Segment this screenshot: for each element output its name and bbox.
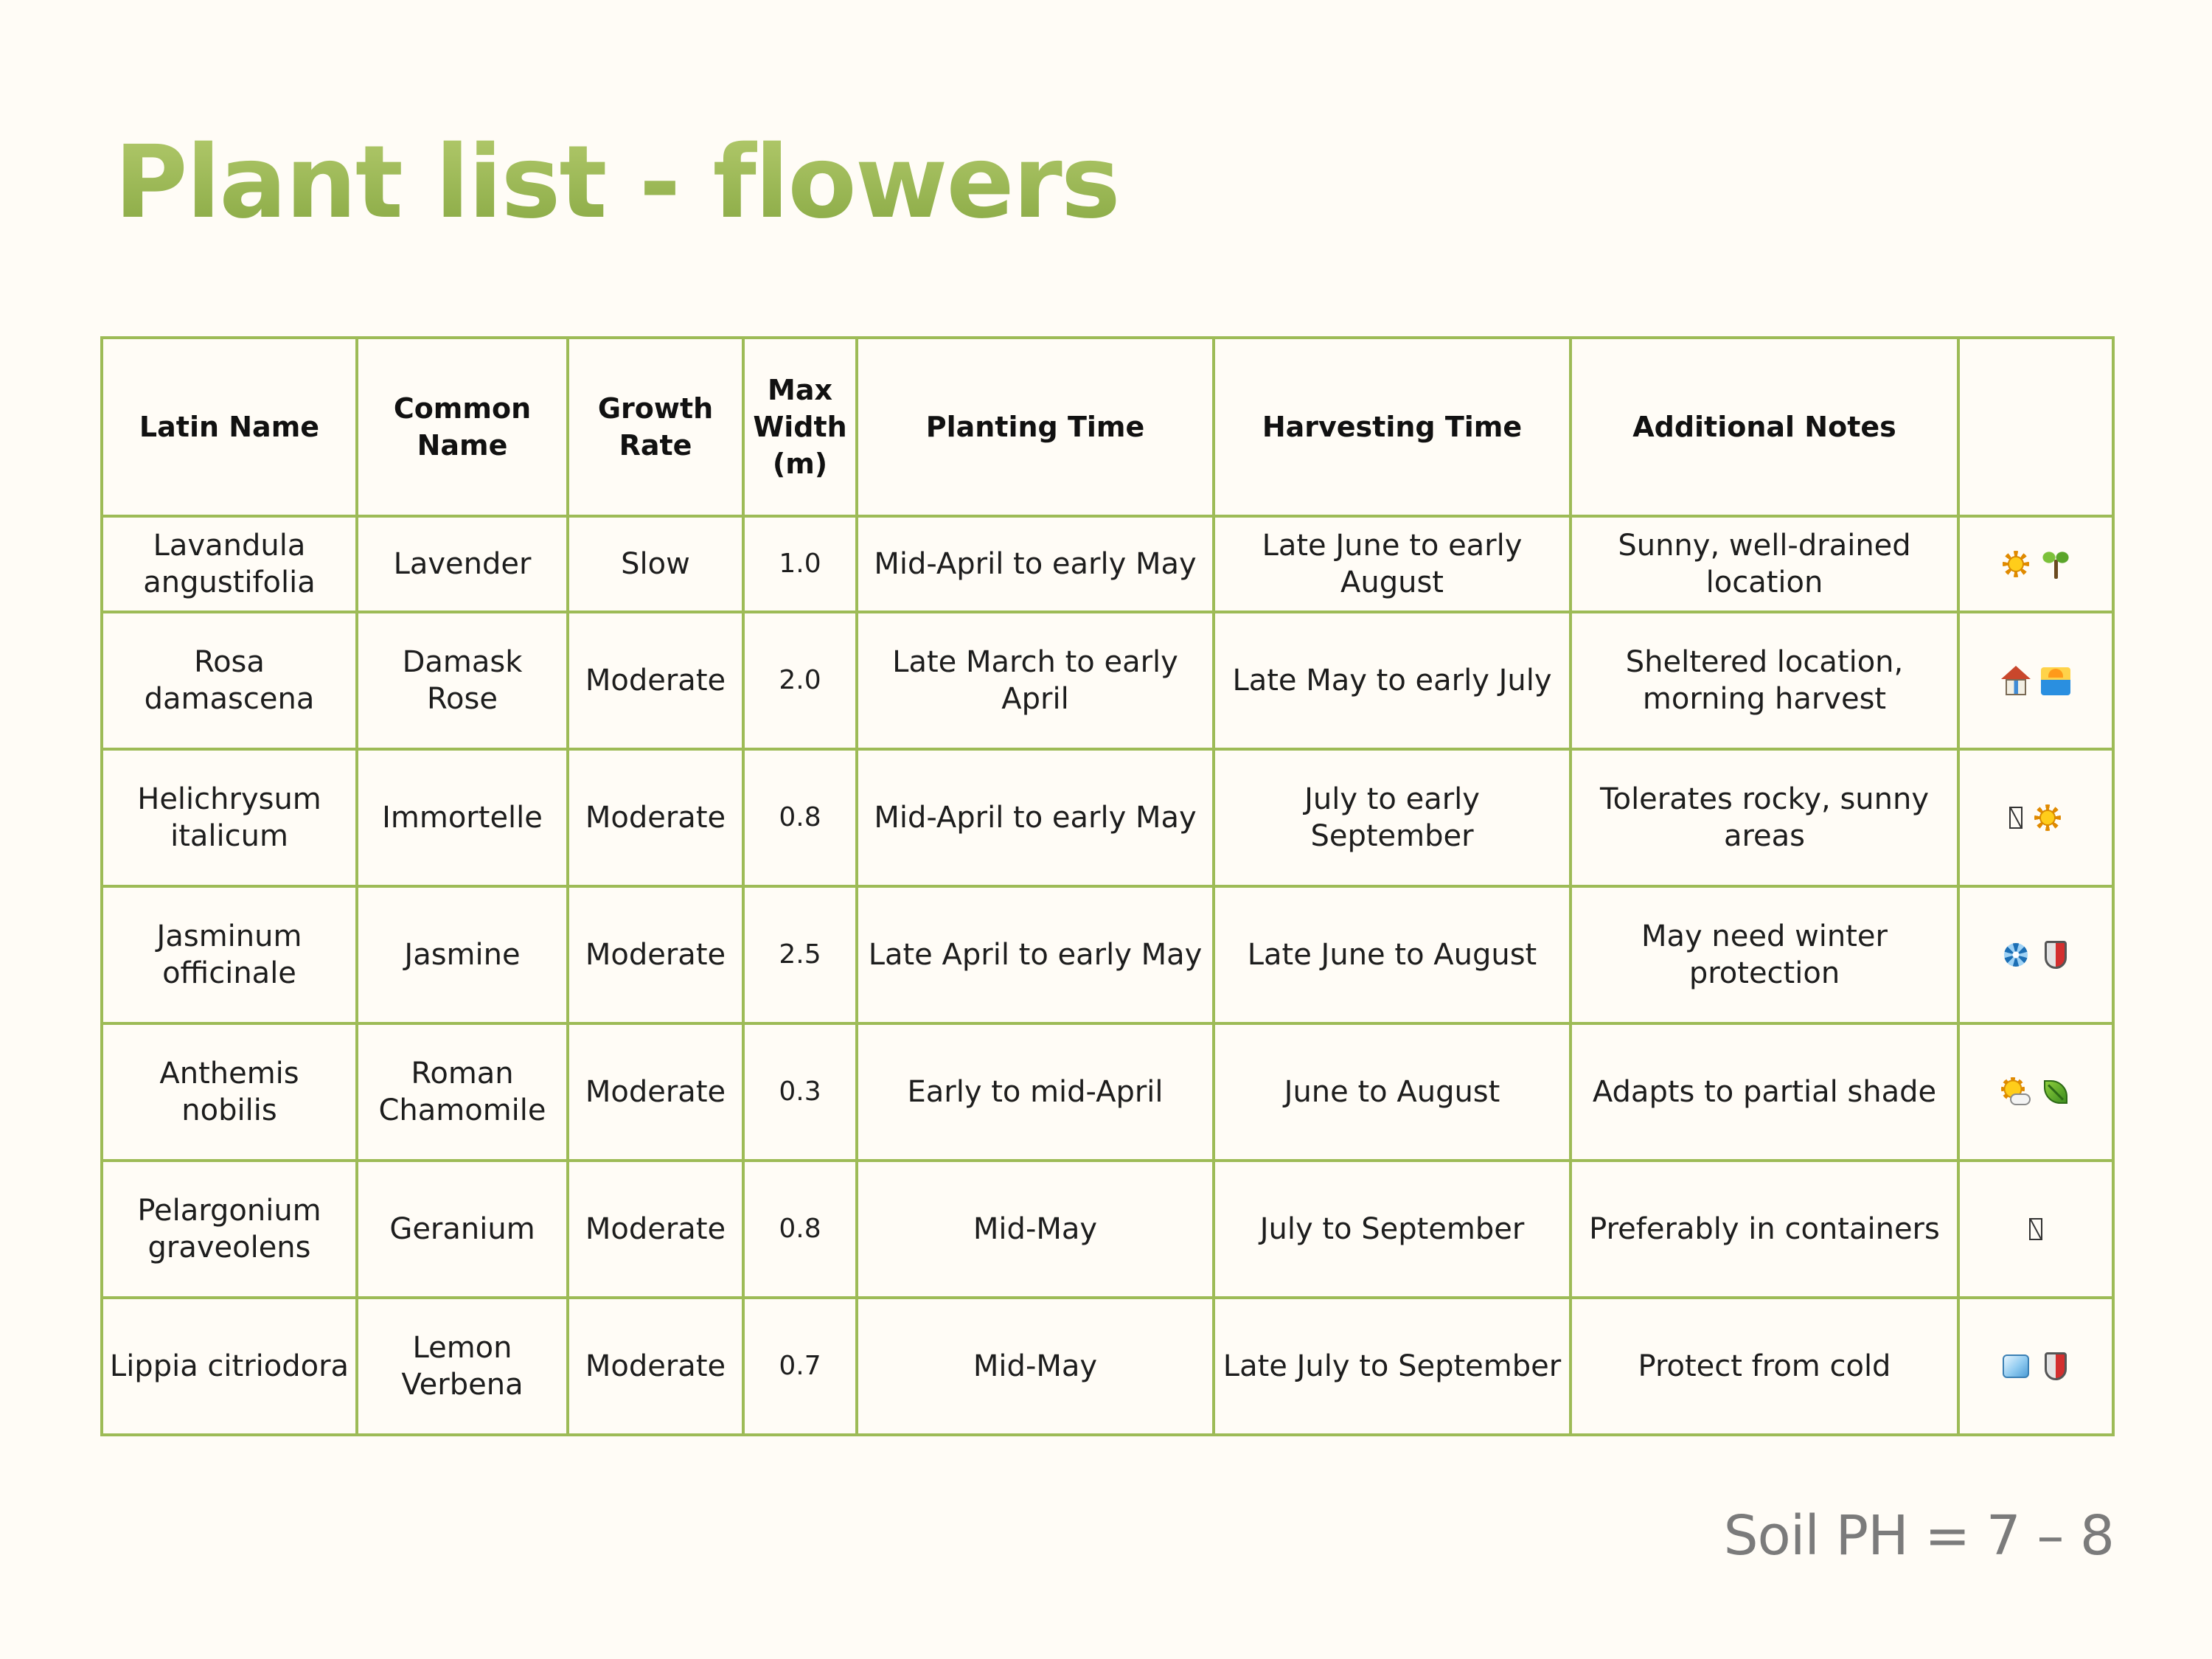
cell-max-width: 0.8 [743,749,857,886]
cell-additional-notes: May need winter protection [1571,886,1958,1023]
page-title: Plant list - flowers [114,125,1119,241]
column-header-max-width: Max Width (m) [743,338,857,516]
table-row [102,1023,2113,1161]
icon-group [1964,548,2107,580]
cell-planting-time: Mid-May [857,1298,1214,1435]
cell-harvesting-time: July to early September [1214,749,1571,886]
cell-max-width: 0.8 [743,1161,857,1298]
icon-group [1964,1217,2107,1242]
sun-icon [2031,801,2064,834]
cell-latin-name: Lippia citriodora [102,1298,357,1435]
sunrise-icon [2039,664,2072,697]
cell-additional-notes: Protect from cold [1571,1298,1958,1435]
cell-common-name: Geranium [357,1161,568,1298]
cell-planting-time: Late April to early May [857,886,1214,1023]
table-row [102,886,2113,1023]
table-body [102,516,2113,1435]
table-row [102,1298,2113,1435]
cell-icons [1958,1298,2113,1435]
cell-common-name: Immortelle [357,749,568,886]
cell-harvesting-time: Late June to August [1214,886,1571,1023]
cell-common-name: Jasmine [357,886,568,1023]
cell-growth-rate: Moderate [568,1023,743,1161]
cell-icons [1958,612,2113,749]
plant-table [100,336,2115,1436]
cell-additional-notes: Tolerates rocky, sunny areas [1571,749,1958,886]
leaf-icon [2039,1076,2072,1108]
cell-icons [1958,516,2113,612]
table-row [102,749,2113,886]
cell-growth-rate: Moderate [568,749,743,886]
icon-group [1964,664,2107,697]
cell-icons [1958,1023,2113,1161]
cell-max-width: 1.0 [743,516,857,612]
cell-common-name: Lavender [357,516,568,612]
cell-common-name: Roman Chamomile [357,1023,568,1161]
column-header-latin-name: Latin Name [102,338,357,516]
cell-harvesting-time: Late May to early July [1214,612,1571,749]
ice-icon [2000,1350,2032,1382]
partly-sunny-icon [2000,1076,2032,1108]
house-icon [2000,664,2032,697]
cell-growth-rate: Slow [568,516,743,612]
column-header-harvesting-time: Harvesting Time [1214,338,1571,516]
table-header-row [102,338,2113,516]
shield-icon [2039,939,2072,971]
cell-max-width: 0.7 [743,1298,857,1435]
cell-icons [1958,749,2113,886]
cell-planting-time: Late March to early April [857,612,1214,749]
seedling-icon [2039,548,2072,580]
cell-harvesting-time: Late July to September [1214,1298,1571,1435]
cell-latin-name: Jasminum officinale [102,886,357,1023]
cell-additional-notes: Sheltered location, morning harvest [1571,612,1958,749]
sun-icon [2000,548,2032,580]
cell-planting-time: Mid-April to early May [857,516,1214,612]
shield-icon [2039,1350,2072,1382]
cell-growth-rate: Moderate [568,1161,743,1298]
icon-group [1964,1076,2107,1108]
table-row [102,612,2113,749]
snowflake-icon [2000,939,2032,971]
cell-icons [1958,1161,2113,1298]
cell-planting-time: Early to mid-April [857,1023,1214,1161]
cell-latin-name: Pelargonium graveolens [102,1161,357,1298]
cell-harvesting-time: Late June to early August [1214,516,1571,612]
cell-additional-notes: Sunny, well-drained location [1571,516,1958,612]
cell-latin-name: Lavandula angustifolia [102,516,357,612]
cell-max-width: 2.5 [743,886,857,1023]
column-header-common-name: Common Name [357,338,568,516]
box-icon [2008,805,2024,830]
cell-latin-name: Rosa damascena [102,612,357,749]
cell-growth-rate: Moderate [568,886,743,1023]
soil-ph-note: Soil PH = 7 – 8 [1723,1504,2114,1568]
cell-additional-notes: Preferably in containers [1571,1161,1958,1298]
column-header-additional-notes: Additional Notes [1571,338,1958,516]
cell-planting-time: Mid-May [857,1161,1214,1298]
table-row [102,516,2113,612]
column-header-growth-rate: Growth Rate [568,338,743,516]
column-header-planting-time: Planting Time [857,338,1214,516]
cell-common-name: Damask Rose [357,612,568,749]
cell-common-name: Lemon Verbena [357,1298,568,1435]
cell-latin-name: Anthemis nobilis [102,1023,357,1161]
cell-planting-time: Mid-April to early May [857,749,1214,886]
icon-group [1964,1350,2107,1382]
cell-icons [1958,886,2113,1023]
column-header-icons [1958,338,2113,516]
icon-group [1964,939,2107,971]
cell-max-width: 2.0 [743,612,857,749]
cell-latin-name: Helichrysum italicum [102,749,357,886]
cell-growth-rate: Moderate [568,612,743,749]
cell-max-width: 0.3 [743,1023,857,1161]
cell-growth-rate: Moderate [568,1298,743,1435]
table-row [102,1161,2113,1298]
box-icon [2028,1217,2044,1242]
icon-group [1964,801,2107,834]
cell-harvesting-time: July to September [1214,1161,1571,1298]
cell-additional-notes: Adapts to partial shade [1571,1023,1958,1161]
cell-harvesting-time: June to August [1214,1023,1571,1161]
